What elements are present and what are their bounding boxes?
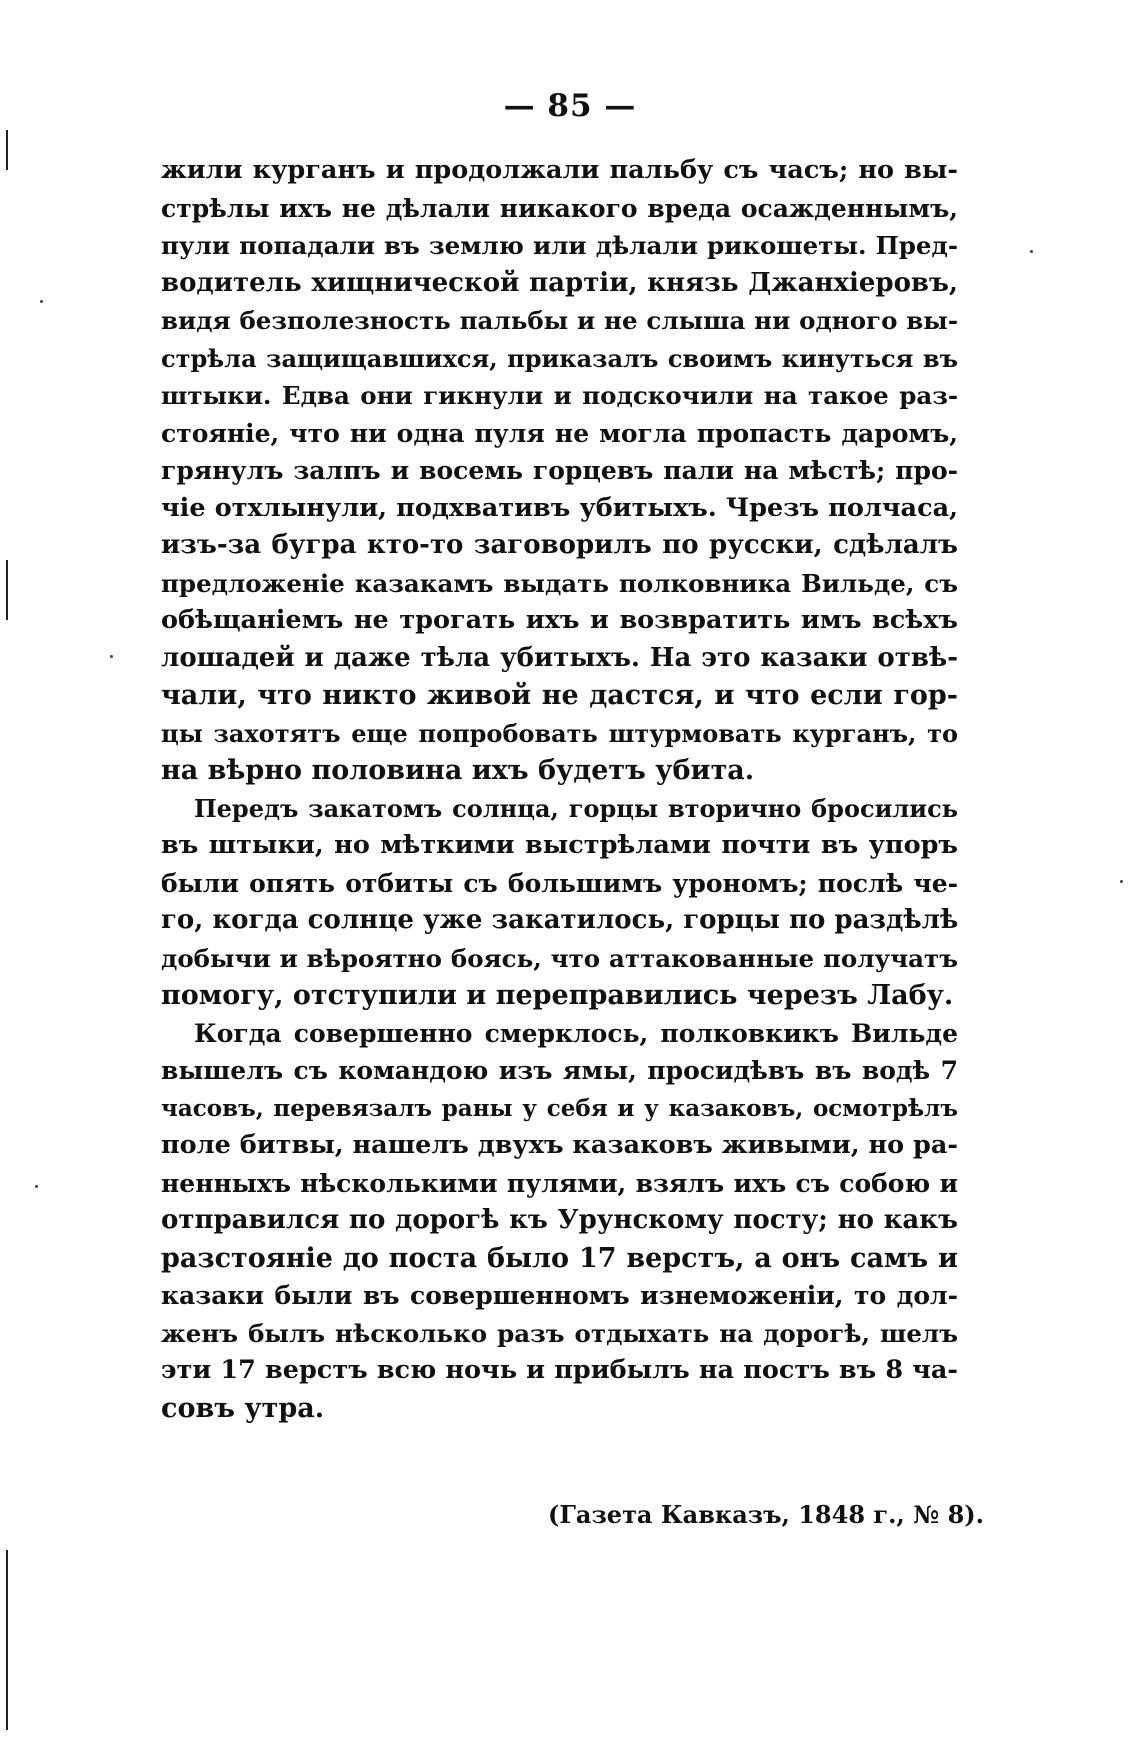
text-line: чіе отхлынули, подхвативъ убитыхъ. Чрезъ полчаса, <box>161 492 958 523</box>
text-line: видя безполезность пальбы и не слыша ни одного вы- <box>161 306 958 335</box>
scan-speck <box>1030 250 1033 253</box>
text-line: женъ былъ нѣсколько разъ отдыхать на дорогѣ, шелъ <box>161 1318 958 1348</box>
page-number: — 85 — <box>503 88 637 124</box>
text-line: изъ-за бугра кто-то заговорилъ по русски, сдѣлалъ <box>161 530 958 560</box>
text-line: въ штыки, но мѣткими выстрѣлами почти въ упоръ <box>161 830 958 860</box>
text-line: Когда совершенно смерклось, полковкикъ Вильде <box>194 1018 958 1048</box>
text-line: штыки. Едва они гикнули и подскочили на такое раз- <box>161 381 958 410</box>
scan-edge-mark <box>6 130 8 170</box>
text-line: пули попадали въ землю или дѣлали рикошеты. Пред- <box>161 231 958 260</box>
text-line: обѣщаніемъ не трогать ихъ и возвратить имъ всѣхъ <box>161 605 958 635</box>
source-citation: (Газета Кавказъ, 1848 г., № 8). <box>548 1500 984 1529</box>
body-text <box>161 152 958 1427</box>
paragraph <box>161 790 958 1015</box>
text-line: поле битвы, нашелъ двухъ казаковъ живыми, но ра- <box>161 1130 958 1160</box>
paragraph <box>161 1015 958 1428</box>
text-line: отправился по дорогѣ къ Урунскому посту; но какъ <box>161 1205 958 1235</box>
text-line: грянулъ залпъ и восемь горцевъ пали на мѣстѣ; про- <box>161 456 958 485</box>
text-line: разстояніе до поста было 17 верстъ, а онъ самъ и <box>161 1242 958 1274</box>
text-line: совъ утра. <box>161 1392 325 1424</box>
scan-speck <box>40 300 43 303</box>
text-line: добычи и вѣроятно боясь, что аттакованные получатъ <box>161 943 958 973</box>
scan-speck <box>35 1185 38 1188</box>
text-line: стрѣлы ихъ не дѣлали никакого вреда осажденнымъ, <box>161 193 958 223</box>
scan-speck <box>1120 880 1123 883</box>
scan-speck <box>110 655 113 658</box>
text-line: го, когда солнце уже закатилось, горцы по раздѣлѣ <box>161 905 958 935</box>
scan-edge-mark <box>6 560 8 620</box>
text-line: стояніе, что ни одна пуля не могла пропасть даромъ, <box>161 418 958 448</box>
text-line: были опять отбиты съ большимъ урономъ; послѣ че- <box>161 868 958 898</box>
text-line: водитель хищнической партіи, князь Джанхіеровъ, <box>161 267 958 298</box>
scan-edge-mark <box>6 1550 8 1730</box>
text-line: жили курганъ и продолжали пальбу съ часъ; но вы- <box>161 155 958 185</box>
text-line: часовъ, перевязалъ раны у себя и у казаковъ, осмотрѣлъ <box>161 1094 958 1122</box>
text-line: вышелъ съ командою изъ ямы, просидѣвъ въ водѣ 7 <box>161 1056 958 1085</box>
text-line: цы захотятъ еще попробовать штурмовать курганъ, то <box>161 718 958 748</box>
text-line: казаки были въ совершенномъ изнеможеніи, то дол- <box>161 1281 958 1310</box>
text-line: чали, что никто живой не дастся, и что если гор- <box>161 680 958 711</box>
text-line: помогу, отступили и переправились черезъ Лабу. <box>161 980 954 1011</box>
text-line: ненныхъ нѣсколькими пулями, взялъ ихъ съ собою и <box>161 1168 958 1198</box>
paragraph <box>161 152 958 790</box>
text-line: на вѣрно половина ихъ будетъ убита. <box>161 755 755 786</box>
text-line: эти 17 верстъ всю ночь и прибылъ на постъ въ 8 ча- <box>161 1355 958 1385</box>
text-line: Передъ закатомъ солнца, горцы вторично бросились <box>194 793 958 823</box>
text-line: предложеніе казакамъ выдать полковника Вильде, съ <box>161 568 958 598</box>
text-line: стрѣла защищавшихся, приказалъ своимъ кинуться въ <box>161 343 958 373</box>
text-line: лошадей и даже тѣла убитыхъ. На это казаки отвѣ- <box>161 642 958 673</box>
